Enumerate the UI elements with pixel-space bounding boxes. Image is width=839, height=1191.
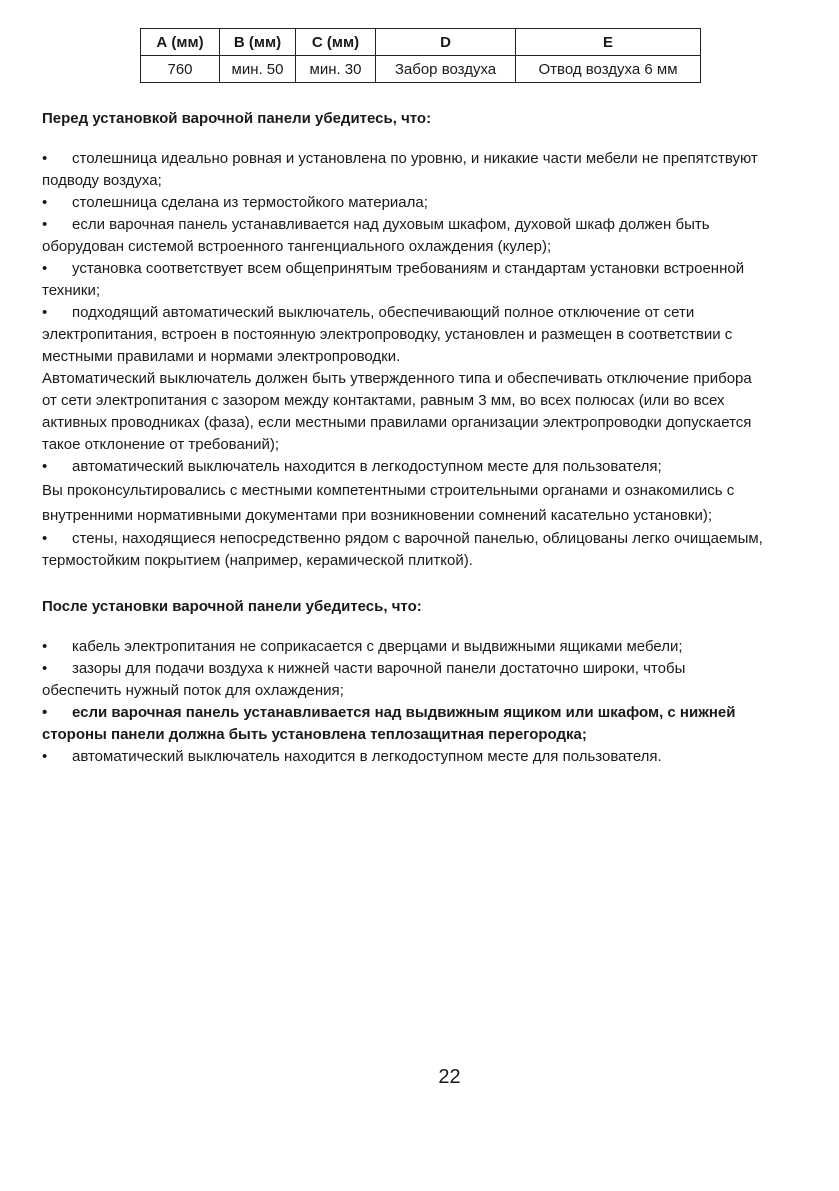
table-cell: 760	[141, 56, 220, 83]
table-header-cell: С (мм)	[296, 29, 376, 56]
before-installation-heading: Перед установкой варочной панели убедитесь, что:	[42, 110, 432, 127]
breaker-note: Автоматический выключатель должен быть утвержденного типа и обеспечивать отключение прибора от сети электропитания с зазором между контактами, равным 3 мм, во всех полюсах (или во всех активных проводниках (фаза), если местными правилами организации электропроводки допускается такое отклонение от требований);	[42, 370, 752, 453]
table-cell: мин. 50	[220, 56, 296, 83]
table-header-row	[141, 29, 701, 56]
consultation-note: Вы проконсультировались с местными компетентными строительными органами и ознакомились с внутренними нормативными документами при возникновении сомнений касательно установки);	[42, 482, 735, 524]
list-item: • стены, находящиеся непосредственно рядом с варочной панелью, облицованы легко очищаемым, термостойким покрытием (например, керамической плиткой).	[42, 528, 764, 572]
table-row	[141, 56, 701, 83]
table-cell: Отвод воздуха 6 мм	[516, 56, 701, 83]
document-body	[42, 108, 764, 768]
list-item: • автоматический выключатель находится в легкодоступном месте для пользователя;	[42, 456, 764, 478]
dimensions-table	[140, 28, 701, 83]
list-item: • столешница идеально ровная и установлена по уровню, и никакие части мебели не препятствуют подводу воздуха;	[42, 148, 764, 192]
list-item: • установка соответствует всем общепринятым требованиям и стандартам установки встроенной техники;	[42, 258, 764, 302]
list-item: • подходящий автоматический выключатель, обеспечивающий полное отключение от сети электропитания, встроен в постоянную электропроводку, установлен и размещен в соответствии с местными правилами и нормами электропроводки.	[42, 302, 764, 368]
after-installation-heading: После установки варочной панели убедитесь, что:	[42, 598, 422, 615]
table-cell: Забор воздуха	[376, 56, 516, 83]
list-item: • кабель электропитания не соприкасается с дверцами и выдвижными ящиками мебели;	[42, 636, 764, 658]
table-header-cell: В (мм)	[220, 29, 296, 56]
section-spacer	[42, 572, 764, 596]
list-item: • автоматический выключатель находится в легкодоступном месте для пользователя.	[42, 746, 764, 768]
list-item: • зазоры для подачи воздуха к нижней части варочной панели достаточно широки, чтобы обеспечить нужный поток для охлаждения;	[42, 658, 764, 702]
table-header-cell: D	[376, 29, 516, 56]
list-item-bold: • если варочная панель устанавливается над выдвижным ящиком или шкафом, с нижней стороны панели должна быть установлена теплозащитная перегородка;	[42, 702, 764, 746]
list-item: • если варочная панель устанавливается над духовым шкафом, духовой шкаф должен быть оборудован системой встроенного тангенциального охлаждения (кулер);	[42, 214, 764, 258]
table-header-cell: А (мм)	[141, 29, 220, 56]
table-cell: мин. 30	[296, 56, 376, 83]
page-number: 22	[438, 1066, 461, 1088]
list-item: • столешница сделана из термостойкого материала;	[42, 192, 764, 214]
table-header-cell: E	[516, 29, 701, 56]
